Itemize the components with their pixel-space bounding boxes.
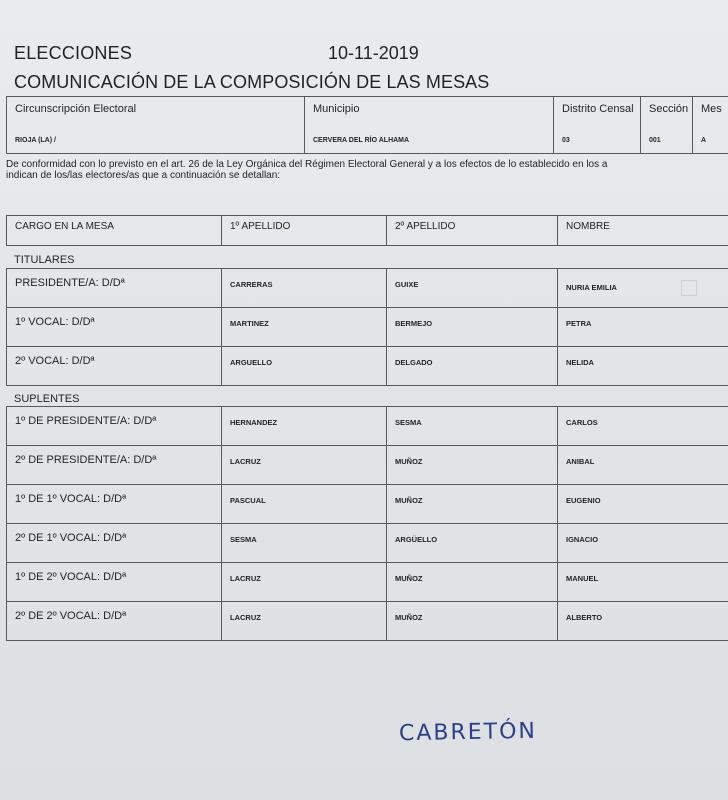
distrito-value: 03 — [562, 137, 570, 144]
district-table — [6, 96, 728, 154]
distrito-label: Distrito Censal — [562, 103, 634, 115]
mesa-label: Mes — [701, 103, 722, 115]
apellido2-value: SESMA — [395, 418, 422, 427]
nombre-value: ALBERTO — [566, 613, 603, 622]
apellido2-value: MUÑOZ — [395, 574, 423, 583]
apellido1-cell — [222, 602, 387, 641]
mesa-value: A — [701, 137, 707, 144]
column-header-nombre — [558, 216, 728, 246]
apellido2-cell — [387, 446, 558, 485]
cargo-label: PRESIDENTE/A: D/Dª — [15, 277, 125, 289]
nombre-value: IGNACIO — [566, 535, 599, 544]
apellido1-value: HERNANDEZ — [230, 418, 278, 427]
cargo-cell — [7, 407, 222, 446]
cargo-label: 1º DE 1º VOCAL: D/Dª — [15, 493, 127, 505]
cargo-label: 2º VOCAL: D/Dª — [15, 355, 95, 367]
nombre-value: ANIBAL — [566, 457, 595, 466]
apellido2-cell — [387, 602, 558, 641]
apellido2-value: MUÑOZ — [395, 457, 423, 466]
table-row — [7, 602, 728, 641]
cargo-cell — [7, 485, 222, 524]
apellido1-value: ARGUELLO — [230, 358, 273, 367]
cargo-cell — [7, 347, 222, 386]
apellido1-value: CARRERAS — [230, 280, 273, 289]
apellido1-value: LACRUZ — [230, 613, 261, 622]
nombre-value: PETRA — [566, 319, 592, 328]
cargo-cell — [7, 308, 222, 347]
cargo-cell — [7, 602, 222, 641]
document-title: COMUNICACIÓN DE LA COMPOSICIÓN DE LAS MESAS — [14, 72, 490, 92]
municipio-value: CERVERA DEL RÍO ALHAMA — [313, 137, 410, 144]
handwritten-note: CABRETÓN — [398, 718, 538, 747]
cargo-label: 2º DE 2º VOCAL: D/Dª — [15, 610, 127, 622]
nombre-cell — [558, 524, 728, 563]
seccion-label: Sección — [649, 103, 689, 115]
intro-line-2: indican de los/las electores/as que a continuación se detallan: — [6, 170, 281, 181]
election-title: ELECCIONES — [14, 43, 133, 63]
apellido2-value: MUÑOZ — [395, 496, 423, 505]
cargo-label: 1º VOCAL: D/Dª — [15, 316, 95, 328]
apellido2-cell — [387, 524, 558, 563]
nombre-value: NELIDA — [566, 358, 594, 367]
apellido2-cell — [387, 407, 558, 446]
distrito-cell — [554, 97, 641, 154]
nombre-value — [558, 269, 728, 296]
apellido2-value: MUÑOZ — [395, 613, 423, 622]
seccion-cell — [641, 97, 693, 154]
circunscripcion-value: RIOJA (LA) / — [15, 137, 56, 144]
table-row — [7, 269, 728, 308]
nombre-value: CARLOS — [566, 418, 598, 427]
apellido2-cell — [387, 563, 558, 602]
nombre-cell — [558, 347, 728, 386]
stamp-mark — [681, 280, 697, 296]
apellido1-cell — [222, 524, 387, 563]
table-row — [7, 524, 728, 563]
nombre-cell — [558, 602, 728, 641]
table-row — [7, 347, 728, 386]
nombre-cell — [558, 446, 728, 485]
nombre-text: NURIA EMILIA — [566, 282, 617, 292]
nombre-cell — [558, 269, 728, 308]
apellido1-cell — [222, 269, 387, 308]
seccion-value: 001 — [649, 137, 661, 144]
column-header-nombre-label: NOMBRE — [566, 221, 610, 232]
cargo-cell — [7, 563, 222, 602]
table-row — [7, 563, 728, 602]
table-row — [7, 407, 728, 446]
municipio-cell — [305, 97, 554, 154]
cargo-label: 2º DE PRESIDENTE/A: D/Dª — [15, 454, 157, 466]
apellido1-value: PASCUAL — [230, 496, 266, 505]
apellido2-value: BERMEJO — [395, 319, 433, 328]
column-header-cargo-label: CARGO EN LA MESA — [15, 221, 114, 232]
election-date: 10-11-2019 — [328, 43, 419, 63]
apellido1-cell — [222, 485, 387, 524]
column-header-cargo — [7, 216, 222, 246]
titulares-table — [6, 268, 728, 386]
column-header-table — [6, 215, 728, 246]
apellido1-cell — [222, 308, 387, 347]
circunscripcion-cell — [7, 97, 305, 154]
cargo-label: 1º DE PRESIDENTE/A: D/Dª — [15, 415, 157, 427]
apellido1-value: LACRUZ — [230, 457, 261, 466]
apellido1-cell — [222, 446, 387, 485]
cargo-label: 2º DE 1º VOCAL: D/Dª — [15, 532, 127, 544]
nombre-cell — [558, 308, 728, 347]
column-header-apellido2 — [387, 216, 558, 246]
nombre-value: EUGENIO — [566, 496, 601, 505]
intro-line-1: De conformidad con lo previsto en el art. 26 de la Ley Orgánica del Régimen Electoral General y a los efectos de lo establecido en los a — [6, 159, 608, 170]
apellido2-cell — [387, 308, 558, 347]
apellido2-cell — [387, 485, 558, 524]
cargo-cell — [7, 269, 222, 308]
titulares-heading: TITULARES — [14, 254, 75, 266]
apellido1-cell — [222, 563, 387, 602]
apellido2-cell — [387, 269, 558, 308]
nombre-cell — [558, 485, 728, 524]
column-header-apellido1-label: 1º APELLIDO — [230, 221, 291, 232]
cargo-cell — [7, 524, 222, 563]
table-row — [7, 308, 728, 347]
apellido1-value: MARTINEZ — [230, 319, 269, 328]
cargo-label: 1º DE 2º VOCAL: D/Dª — [15, 571, 127, 583]
municipio-label: Municipio — [313, 103, 360, 115]
apellido1-value: SESMA — [230, 535, 257, 544]
table-row — [7, 485, 728, 524]
nombre-cell — [558, 563, 728, 602]
apellido2-value: GUIXE — [395, 280, 419, 289]
table-row — [7, 446, 728, 485]
column-header-apellido2-label: 2º APELLIDO — [395, 221, 456, 232]
apellido2-cell — [387, 347, 558, 386]
nombre-value: MANUEL — [566, 574, 599, 583]
apellido1-cell — [222, 407, 387, 446]
suplentes-table — [6, 406, 728, 641]
column-header-apellido1 — [222, 216, 387, 246]
suplentes-heading: SUPLENTES — [14, 393, 80, 405]
nombre-cell — [558, 407, 728, 446]
apellido2-value: ARGÜELLO — [395, 535, 438, 544]
apellido1-value: LACRUZ — [230, 574, 261, 583]
mesa-cell — [693, 97, 728, 154]
cargo-cell — [7, 446, 222, 485]
apellido1-cell — [222, 347, 387, 386]
apellido2-value: DELGADO — [395, 358, 433, 367]
circunscripcion-label: Circunscripción Electoral — [15, 103, 137, 115]
intro-paragraph — [6, 159, 607, 181]
